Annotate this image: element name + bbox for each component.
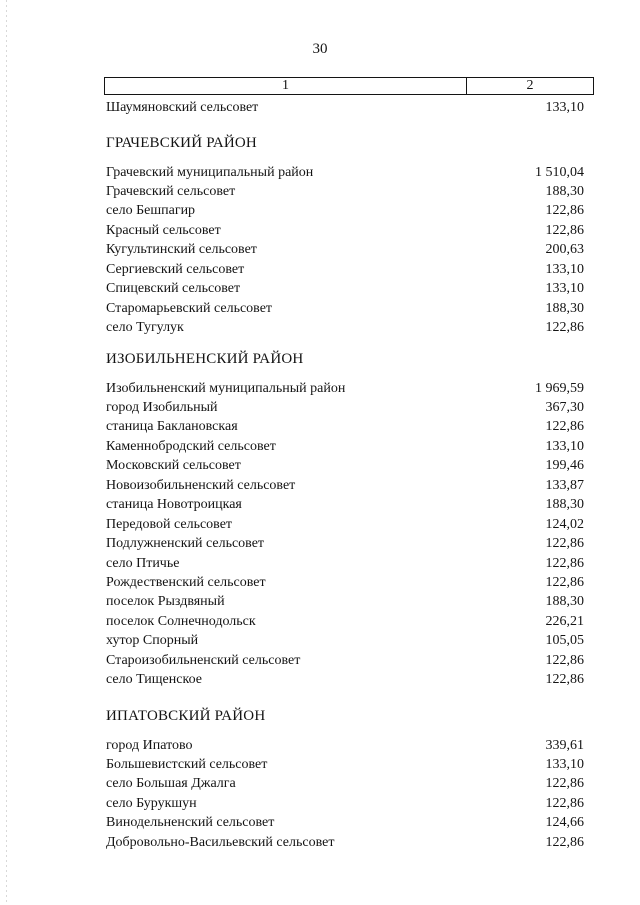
table-row bbox=[106, 98, 584, 117]
locality-name: поселок Солнечнодольск bbox=[106, 613, 256, 629]
table-row bbox=[106, 612, 584, 631]
scan-margin-line bbox=[6, 0, 7, 905]
locality-name: хутор Спорный bbox=[106, 633, 199, 649]
table-row bbox=[106, 671, 584, 690]
table-row bbox=[106, 241, 584, 260]
amount-value: 1 510,04 bbox=[535, 164, 584, 180]
amount-value: 122,86 bbox=[545, 555, 584, 571]
locality-name: станица Новотроицкая bbox=[106, 497, 242, 513]
amount-value: 200,63 bbox=[545, 242, 584, 258]
table-row bbox=[106, 574, 584, 593]
locality-name: Винодельненский сельсовет bbox=[106, 815, 275, 831]
amount-value: 122,86 bbox=[545, 652, 584, 668]
amount-value: 226,21 bbox=[545, 613, 584, 629]
table-row bbox=[106, 814, 584, 833]
amount-value: 133,87 bbox=[545, 477, 584, 493]
table-row bbox=[106, 280, 584, 299]
locality-name: Рождественский сельсовет bbox=[106, 575, 266, 590]
locality-name: город Ипатово bbox=[106, 737, 193, 753]
amount-value: 122,86 bbox=[545, 672, 584, 688]
amount-value: 188,30 bbox=[545, 497, 584, 513]
locality-name: Изобильненский муниципальный район bbox=[106, 380, 346, 396]
locality-name: Грачевский сельсовет bbox=[106, 183, 236, 199]
amount-value: 188,30 bbox=[545, 300, 584, 316]
locality-name: Староизобильненский сельсовет bbox=[106, 652, 301, 668]
locality-name: Красный сельсовет bbox=[106, 222, 221, 238]
table-header bbox=[104, 77, 594, 95]
table-row bbox=[106, 632, 584, 651]
locality-name: станица Баклановская bbox=[106, 419, 238, 435]
table-row bbox=[106, 755, 584, 774]
locality-name: Большевистский сельсовет bbox=[106, 756, 268, 772]
locality-name: Подлужненский сельсовет bbox=[106, 536, 265, 552]
table-row bbox=[106, 202, 584, 221]
table-row bbox=[106, 554, 584, 573]
amount-value: 339,61 bbox=[545, 737, 584, 753]
locality-name: село Бешпагир bbox=[106, 203, 196, 219]
amount-value: 122,86 bbox=[545, 222, 584, 238]
amount-value: 1 969,59 bbox=[535, 380, 584, 396]
table-row bbox=[106, 163, 584, 182]
table-row bbox=[106, 535, 584, 554]
locality-name: Сергиевский сельсовет bbox=[106, 261, 245, 277]
amount-value: 367,30 bbox=[545, 399, 584, 415]
page-number: 30 bbox=[312, 41, 328, 57]
table-row bbox=[106, 299, 584, 318]
table-row bbox=[106, 260, 584, 279]
locality-name: село Тугулук bbox=[106, 320, 184, 336]
amount-value: 122,86 bbox=[545, 419, 584, 435]
table-row bbox=[106, 319, 584, 338]
amount-value: 133,10 bbox=[545, 438, 584, 454]
amount-value: 122,86 bbox=[545, 536, 584, 552]
amount-value: 199,46 bbox=[545, 458, 584, 474]
amount-value: 124,66 bbox=[545, 815, 584, 831]
locality-name: Каменнобродский сельсовет bbox=[106, 438, 276, 454]
table-row bbox=[106, 418, 584, 437]
table-row bbox=[106, 775, 584, 794]
amount-value: 122,86 bbox=[545, 834, 584, 850]
locality-name: село Птичье bbox=[106, 555, 180, 571]
locality-name: село Тищенское bbox=[106, 672, 202, 688]
amount-value: 122,86 bbox=[545, 795, 584, 811]
column-header-2: 2 bbox=[526, 78, 534, 93]
amount-value: 122,86 bbox=[545, 320, 584, 336]
table-row bbox=[106, 437, 584, 456]
table-row bbox=[106, 182, 584, 201]
locality-name: Спицевский сельсовет bbox=[106, 281, 241, 297]
table-row bbox=[106, 221, 584, 240]
locality-name: Московский сельсовет bbox=[106, 458, 241, 474]
locality-name: село Бурукшун bbox=[106, 795, 197, 811]
table-row bbox=[106, 515, 584, 534]
amount-value: 188,30 bbox=[545, 183, 584, 199]
column-header-1: 1 bbox=[105, 78, 467, 94]
amount-value: 133,10 bbox=[545, 281, 584, 297]
district-heading: ИЗОБИЛЬНЕНСКИЙ РАЙОН bbox=[106, 351, 304, 367]
amount-value: 133,10 bbox=[545, 756, 584, 772]
table-row bbox=[106, 794, 584, 813]
locality-name: Грачевский муниципальный район bbox=[106, 164, 314, 180]
table-row bbox=[106, 476, 584, 495]
amount-value: 133,10 bbox=[545, 261, 584, 277]
amount-value: 133,10 bbox=[545, 99, 584, 115]
table-row bbox=[106, 398, 584, 417]
locality-name: Кугультинский сельсовет bbox=[106, 242, 257, 258]
table-row bbox=[106, 651, 584, 670]
table-row bbox=[106, 736, 584, 755]
district-heading: ГРАЧЕВСКИЙ РАЙОН bbox=[106, 135, 257, 151]
locality-name: село Большая Джалга bbox=[106, 776, 236, 792]
amount-value: 105,05 bbox=[545, 633, 584, 649]
locality-name: Старомарьевский сельсовет bbox=[106, 300, 273, 316]
table-row bbox=[106, 593, 584, 612]
table-row bbox=[106, 496, 584, 515]
amount-value: 122,86 bbox=[545, 776, 584, 792]
locality-name: Шаумяновский сельсовет bbox=[106, 99, 259, 115]
amount-value: 124,02 bbox=[545, 516, 584, 532]
amount-value: 188,30 bbox=[545, 594, 584, 610]
district-heading: ИПАТОВСКИЙ РАЙОН bbox=[106, 708, 266, 724]
locality-name: Новоизобильненский сельсовет bbox=[106, 477, 296, 493]
locality-name: поселок Рыздвяный bbox=[106, 594, 225, 610]
table-row bbox=[106, 379, 584, 398]
table-row bbox=[106, 833, 584, 852]
amount-value: 122,86 bbox=[545, 203, 584, 219]
locality-name: Добровольно-Васильевский сельсовет bbox=[106, 834, 335, 850]
table-row bbox=[106, 457, 584, 476]
locality-name: город Изобильный bbox=[106, 399, 218, 415]
locality-name: Передовой сельсовет bbox=[106, 516, 233, 532]
amount-value: 122,86 bbox=[545, 575, 584, 590]
